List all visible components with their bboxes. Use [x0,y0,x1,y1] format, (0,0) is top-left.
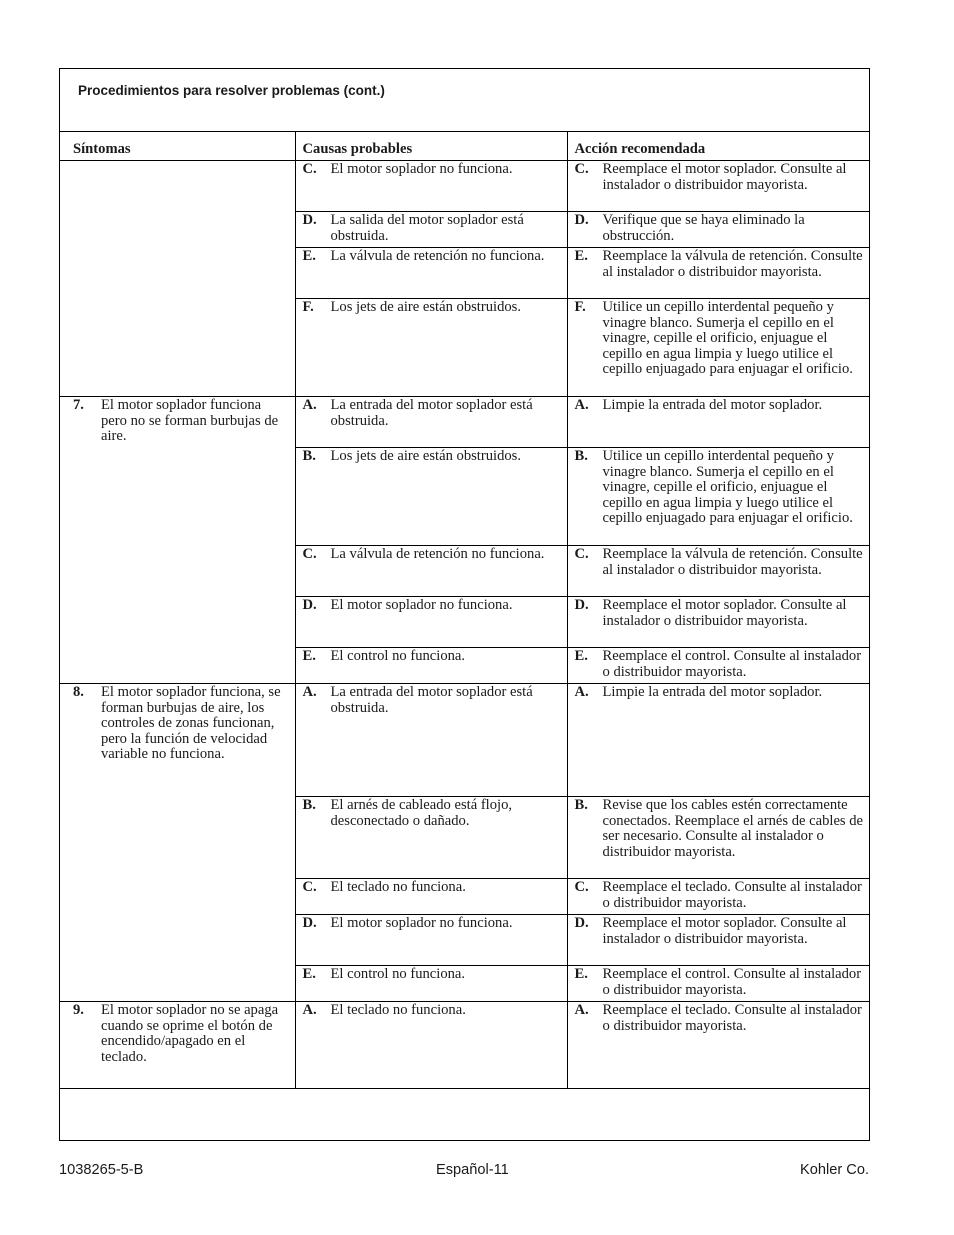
action-cell [567,212,870,248]
action-marker: B. [574,797,588,813]
action-marker: D. [574,597,589,613]
action-cell [567,966,870,1002]
action-text: Reemplace el motor soplador. Consulte al instalador o distribuidor mayorista. [602,161,847,193]
action-item [568,648,871,680]
cause-cell [295,248,567,299]
action-cell [567,248,870,299]
footer-page-number: Español-11 [436,1162,509,1178]
action-text: Reemplace el motor soplador. Consulte al instalador o distribuidor mayorista. [602,915,847,947]
cause-item [296,397,567,429]
action-cell [567,1002,870,1089]
cause-item [296,597,567,614]
symptom-item [59,397,295,445]
cause-item [296,448,567,465]
action-item [568,797,871,860]
action-item [568,248,871,280]
symptom-marker: 9. [73,1002,84,1018]
troubleshooting-table [59,131,870,1089]
action-item [568,915,871,947]
cause-cell [295,597,567,648]
cause-marker: D. [302,915,317,931]
cause-text: El teclado no funciona. [330,879,466,895]
action-item [568,966,871,998]
cause-marker: F. [302,299,314,315]
cause-text: El arnés de cableado está flojo, desconectado o dañado. [330,797,513,829]
cause-marker: C. [302,161,317,177]
symptom-cell [59,684,295,1002]
action-text: Reemplace el control. Consulte al instalador o distribuidor mayorista. [602,966,862,998]
action-cell [567,879,870,915]
action-marker: E. [574,966,588,982]
cause-cell [295,448,567,546]
cause-item [296,915,567,932]
action-item [568,684,871,701]
action-marker: C. [574,161,589,177]
action-cell [567,546,870,597]
action-marker: F. [574,299,586,315]
action-item [568,448,871,527]
cause-cell [295,797,567,879]
footer-doc-number: 1038265-5-B [59,1162,144,1178]
action-item [568,546,871,578]
table-header-row [59,132,870,161]
cause-item [296,684,567,716]
action-marker: C. [574,879,589,895]
action-cell [567,299,870,397]
action-marker: A. [574,684,589,700]
symptom-item [59,684,295,763]
action-text: Reemplace la válvula de retención. Consulte al instalador o distribuidor mayorista. [602,546,863,578]
action-text: Reemplace el motor soplador. Consulte al instalador o distribuidor mayorista. [602,597,847,629]
cause-item [296,212,567,244]
cause-marker: A. [302,684,317,700]
cause-marker: E. [302,648,316,664]
action-text: Reemplace el teclado. Consulte al instalador o distribuidor mayorista. [602,879,862,911]
cause-item [296,1002,567,1019]
cause-text: El control no funciona. [330,648,466,664]
action-cell [567,161,870,212]
table-row [59,161,870,212]
header-actions-label: Acción recomendada [574,141,706,157]
action-marker: A. [574,397,589,413]
action-text: Verifique que se haya eliminado la obstrucción. [602,212,805,244]
action-text: Reemplace la válvula de retención. Consulte al instalador o distribuidor mayorista. [602,248,863,280]
cause-marker: C. [302,546,317,562]
action-text: Utilice un cepillo interdental pequeño y vinagre blanco. Sumerja el cepillo en el vinagre, cepille el orificio, enjuague el cepillo en agua limpia y luego utilice el cepillo enjuagado para enjuagar el orificio. [602,299,853,377]
cause-text: El motor soplador no funciona. [330,915,513,931]
cause-cell [295,546,567,597]
symptom-text: El motor soplador no se apaga cuando se oprime el botón de encendido/apagado en el teclado. [101,1002,279,1065]
page-title: Procedimientos para resolver problemas (cont.) [78,83,385,98]
cause-cell [295,966,567,1002]
action-text: Utilice un cepillo interdental pequeño y vinagre blanco. Sumerja el cepillo en el vinagre, cepille el orificio, enjuague el cepillo en agua limpia y luego utilice el cepillo enjuagado para enjuagar el orificio. [602,448,853,526]
action-cell [567,915,870,966]
cause-text: La válvula de retención no funciona. [330,248,545,264]
cause-cell [295,648,567,684]
cause-item [296,648,567,665]
cause-marker: B. [302,448,316,464]
cause-cell [295,161,567,212]
cause-marker: E. [302,966,316,982]
symptom-text: El motor soplador funciona pero no se forman burbujas de aire. [101,397,279,444]
header-symptoms-label: Síntomas [73,141,131,157]
cause-text: El control no funciona. [330,966,466,982]
symptom-marker: 8. [73,684,84,700]
cause-marker: A. [302,397,317,413]
cause-item [296,966,567,983]
cause-text: Los jets de aire están obstruidos. [330,448,521,464]
cause-marker: D. [302,212,317,228]
action-cell [567,448,870,546]
cause-marker: A. [302,1002,317,1018]
table-row [59,1002,870,1089]
cause-cell [295,879,567,915]
cause-item [296,161,567,178]
table-row [59,684,870,797]
action-text: Limpie la entrada del motor soplador. [602,397,823,413]
cause-cell [295,915,567,966]
action-text: Reemplace el teclado. Consulte al instalador o distribuidor mayorista. [602,1002,862,1034]
action-marker: E. [574,248,588,264]
cause-cell [295,299,567,397]
cause-text: El motor soplador no funciona. [330,597,513,613]
cause-item [296,797,567,829]
symptom-item [59,1002,295,1065]
action-text: Reemplace el control. Consulte al instalador o distribuidor mayorista. [602,648,862,680]
symptom-marker: 7. [73,397,84,413]
action-marker: B. [574,448,588,464]
cause-marker: B. [302,797,316,813]
cause-text: La entrada del motor soplador está obstruida. [330,684,533,716]
header-causes [295,132,567,161]
cause-cell [295,397,567,448]
table-row [59,397,870,448]
action-item [568,1002,871,1034]
action-item [568,397,871,414]
action-item [568,212,871,244]
action-cell [567,397,870,448]
cause-cell [295,1002,567,1089]
header-actions [567,132,870,161]
cause-text: La entrada del motor soplador está obstruida. [330,397,533,429]
cause-item [296,248,567,265]
action-text: Revise que los cables estén correctamente conectados. Reemplace el arnés de cables de ser necesario. Consulte al instalador o distribuidor mayorista. [602,797,864,860]
cause-text: Los jets de aire están obstruidos. [330,299,521,315]
action-item [568,879,871,911]
cause-text: La válvula de retención no funciona. [330,546,545,562]
footer-company: Kohler Co. [800,1162,869,1178]
cause-item [296,546,567,563]
cause-item [296,299,567,316]
action-item [568,161,871,193]
cause-text: El teclado no funciona. [330,1002,466,1018]
cause-item [296,879,567,896]
symptom-cell [59,397,295,684]
action-marker: A. [574,1002,589,1018]
cause-text: El motor soplador no funciona. [330,161,513,177]
symptom-cell [59,1002,295,1089]
symptom-text: El motor soplador funciona, se forman burbujas de aire, los controles de zonas funcionan, pero la función de velocidad variable no funciona. [101,684,281,762]
action-text: Limpie la entrada del motor soplador. [602,684,823,700]
cause-marker: C. [302,879,317,895]
action-cell [567,597,870,648]
action-cell [567,648,870,684]
cause-cell [295,212,567,248]
cause-marker: D. [302,597,317,613]
action-item [568,299,871,378]
header-symptoms [59,132,295,161]
action-marker: C. [574,546,589,562]
cause-cell [295,684,567,797]
action-marker: D. [574,212,589,228]
header-causes-label: Causas probables [302,141,413,157]
cause-text: La salida del motor soplador está obstruida. [330,212,524,244]
action-marker: D. [574,915,589,931]
action-marker: E. [574,648,588,664]
cause-marker: E. [302,248,316,264]
action-cell [567,797,870,879]
symptom-cell [59,161,295,397]
action-cell [567,684,870,797]
action-item [568,597,871,629]
